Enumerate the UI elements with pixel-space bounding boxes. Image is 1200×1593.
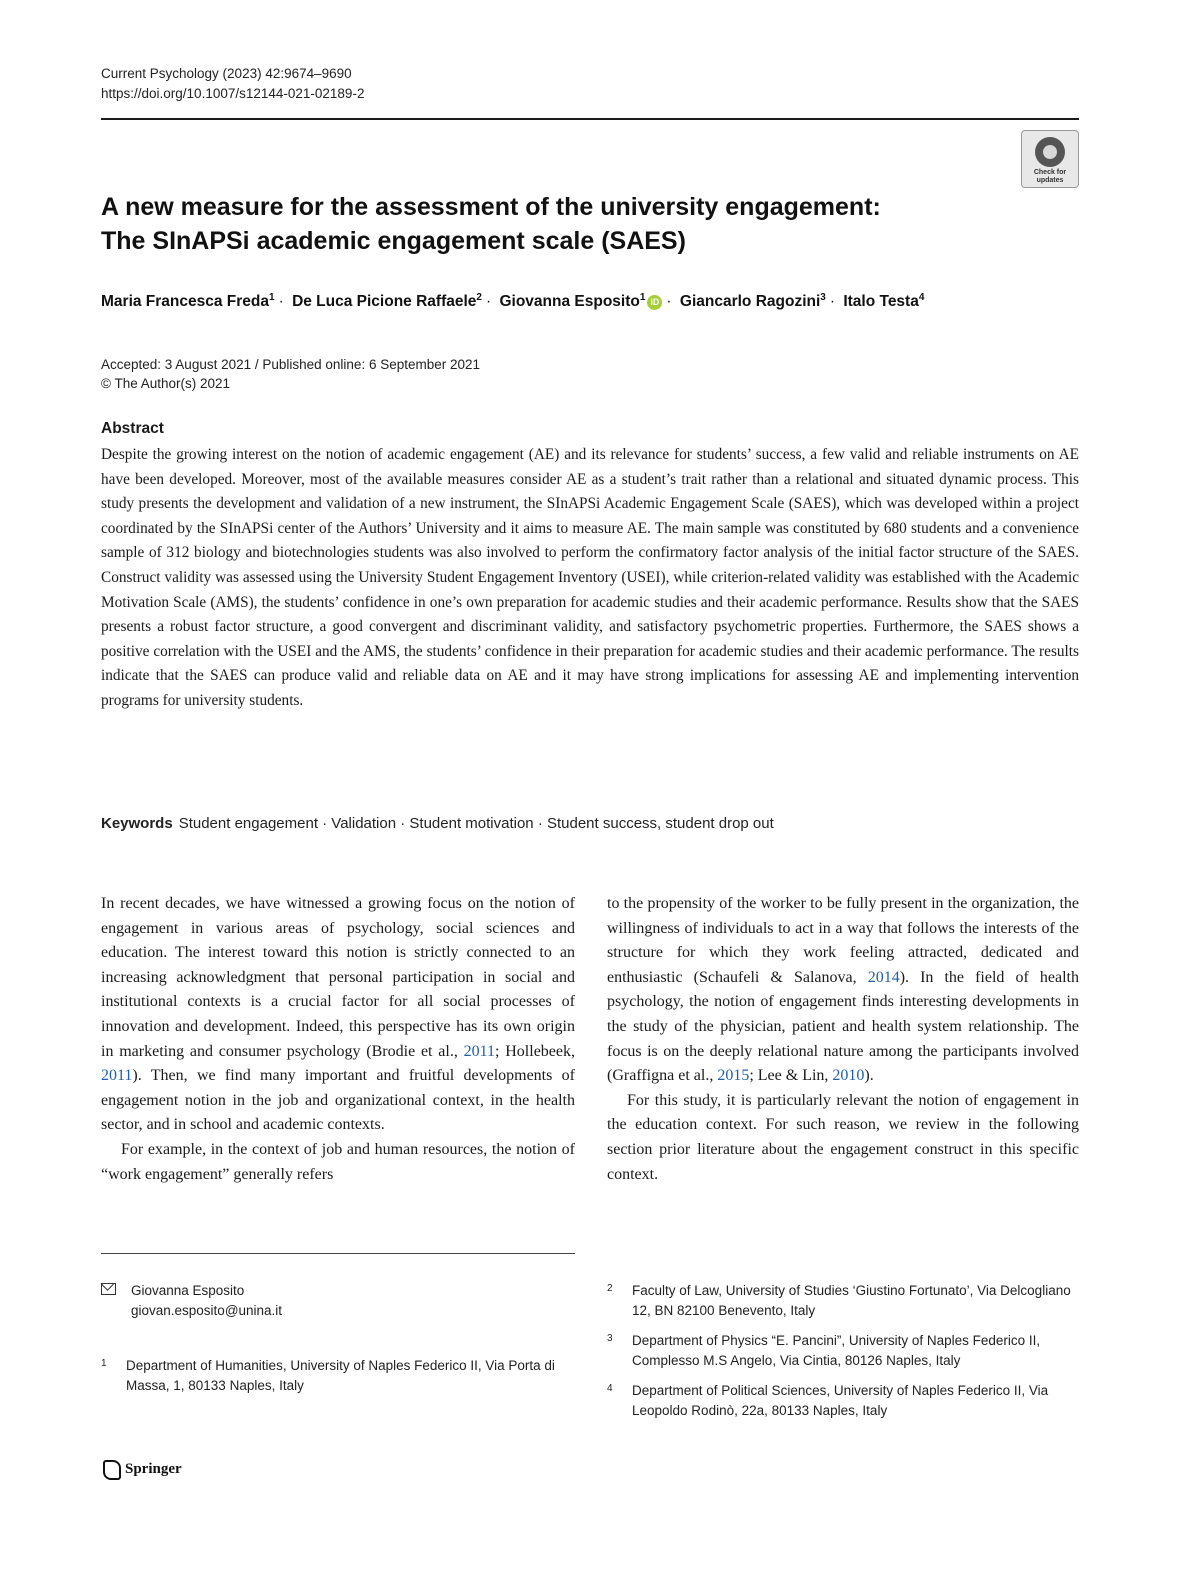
author-affiliation: 1 [269,292,275,303]
publication-dates [101,355,480,393]
footnote-number: 2 [607,1283,613,1294]
author-affiliation: 2 [476,292,482,303]
body-column-right [607,892,1079,1187]
body-text: ). Then, we find many important and fruitful developments of engagement notion in the job and organizational context, in the health sector, and in school and academic contexts. [101,1067,575,1134]
citation-link[interactable]: 2010 [832,1067,865,1085]
contact-email[interactable]: giovan.esposito@unina.it [131,1302,283,1318]
springer-horse-icon [101,1458,121,1480]
body-paragraph [607,892,1079,1089]
title-line-2: The SInAPSi academic engagement scale (SAES) [101,227,686,255]
title-line-1: A new measure for the assessment of the university engagement: [101,193,881,221]
body-text: to the propensity of the worker to be fully present in the organization, the willingness of individuals to act in a way that follows the interests of the structure for which they work feeling attracted, dedicated and enthusiastic (Schaufeli & Salanova, [607,895,1079,986]
author-separator: · [829,293,836,311]
copyright-line: © The Author(s) 2021 [101,376,231,391]
citation-link[interactable]: 2011 [463,1042,496,1060]
doi-link[interactable]: https://doi.org/10.1007/s12144-021-02189-2 [101,86,365,101]
footnote-number: 1 [101,1358,107,1369]
footnote-number: 3 [607,1333,613,1344]
citation-link[interactable]: 2011 [101,1067,133,1085]
body-paragraph: For this study, it is particularly relevant the notion of engagement in the education context. For such reason, we review in the following section prior literature about the engagement construct in this specific context. [607,1091,1079,1183]
crossmark-label: Check for updates [1033,169,1067,184]
orcid-icon[interactable]: iD [647,295,662,310]
author-affiliation: 4 [918,292,925,303]
body-paragraph [101,892,575,1138]
body-text: ; Hollebeek, [495,1042,575,1060]
body-text: ). In the field of health psychology, the notion of engagement finds interesting developments in the study of the physician, patient and health system relationship. The focus is on the deeply relational nature among the participants involved (Graffigna et al., [607,968,1079,1085]
author-affiliation: 1 [639,292,646,303]
author-name[interactable]: Maria Francesca Freda [101,293,270,311]
body-text: ). [864,1067,874,1085]
abstract-text: Despite the growing interest on the notion of academic engagement (AE) and its relevance for students’ success, a few valid and reliable instruments on AE have been developed. Moreover, most of the available measures consider AE as a student’s trait rather than a relational and situated dynamic process. This study presents the development and validation of a new instrument, the SInAPSi Academic Engagement Scale (SAES), which was developed within a project coordinated by the SInAPSi center of the Authors’ University and it aims to measure AE. The main sample was constituted by 680 students and a convenience sample of 312 biology and biotechnologies students was also involved to perform the confirmatory factor analysis of the initial factor structure of the SAES. Construct validity was assessed using the University Student Engagement Inventory (USEI), while criterion-related validity was established with the Academic Motivation Scale (AMS), the students’ confidence in one’s own preparation for academic studies and their academic performance. Results show that the SAES presents a robust factor structure, a good convergent and discriminant validity, and satisfactory psychometric properties. Furthermore, the SAES shows a positive correlation with the USEI and the AMS, the students’ confidence in their preparation for academic studies and their academic performance. The results indicate that the SAES can produce valid and reliable data on AE and it may have strong implications for assessing AE and implementing intervention programs for university students. [101,446,1079,709]
journal-citation: Current Psychology (2023) 42:9674–9690 [101,66,352,81]
body-column-left [101,892,575,1187]
footnote-text: Department of Political Sciences, University of Naples Federico II, Via Leopoldo Rodinò, 22a, 80133 Naples, Italy [632,1383,1049,1418]
accepted-published-dates: Accepted: 3 August 2021 / Published online: 6 September 2021 [101,357,481,372]
keywords-label: Keywords [101,815,173,832]
keywords [101,815,774,832]
abstract-heading: Abstract [101,420,164,437]
author-name[interactable]: Italo Testa [843,293,919,311]
contact-name: Giovanna Esposito [131,1283,245,1298]
author-name[interactable]: De Luca Picione Raffaele [292,293,477,311]
publisher-name: Springer [125,1460,182,1477]
footnote-text: Department of Humanities, University of Naples Federico II, Via Porta di Massa, 1, 80133 Naples, Italy [126,1358,555,1393]
body-text: In recent decades, we have witnessed a growing focus on the notion of engagement in various areas of psychology, social sciences and education. The interest toward this notion is strictly connected to an increasing acknowledgment that personal participation in social and institutional contexts is a crucial factor for all social processes of innovation and development. Indeed, this perspective has its own origin in marketing and consumer psychology (Brodie et al., [101,895,575,1060]
publisher-logo [101,1458,182,1480]
author-separator: · [278,293,284,311]
author-list [101,292,924,311]
footnote-rule [101,1253,575,1254]
author-name[interactable]: Giancarlo Ragozini [679,293,821,311]
citation-link[interactable]: 2014 [867,968,900,986]
author-affiliation: 3 [820,292,826,303]
keywords-list: Student engagement · Validation · Student motivation · Student success, student drop out [178,815,774,832]
author-name[interactable]: Giovanna Esposito [499,293,640,311]
footnote-text: Department of Physics “E. Pancini”, University of Naples Federico II, Complesso M.S Angelo, Via Cintia, 80126 Naples, Italy [632,1333,1041,1368]
crossmark-icon [1035,137,1065,167]
body-paragraph: For example, in the context of job and human resources, the notion of “work engagement” generally refers [101,1140,575,1183]
author-separator: · [666,293,672,311]
author-separator: · [485,293,492,311]
article-title [101,190,1001,258]
body-text: ; Lee & Lin, [749,1067,833,1085]
citation-link[interactable]: 2015 [717,1067,750,1085]
footnote-number: 4 [607,1383,613,1394]
envelope-icon [101,1283,116,1295]
footnote-text: Faculty of Law, University of Studies ‘Giustino Fortunato’, Via Delcogliano 12, BN 82100 Benevento, Italy [632,1283,1071,1318]
header-rule [101,118,1079,120]
crossmark-badge[interactable] [1021,130,1079,188]
